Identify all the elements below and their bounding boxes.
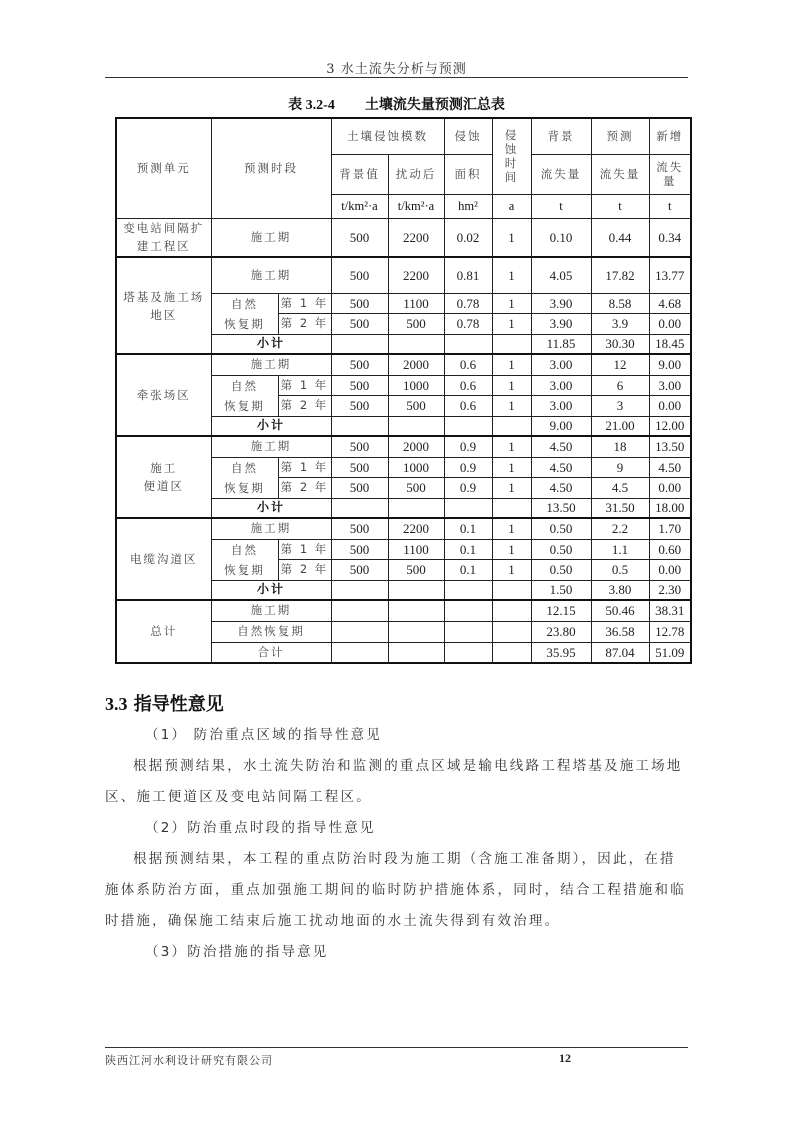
value-bg: 500 — [331, 518, 388, 539]
value-after: 2000 — [388, 436, 444, 457]
value-after: 2200 — [388, 257, 444, 293]
value-bg-loss: 4.05 — [531, 257, 591, 293]
period-natural-recovery: 自然 恢复期 — [211, 539, 278, 580]
value-bg-loss: 4.50 — [531, 436, 591, 457]
header-erosion-area-2: 面积 — [444, 154, 492, 194]
value-time: 1 — [492, 257, 531, 293]
unit-total: 总计 — [116, 600, 211, 663]
empty-cell — [388, 621, 444, 642]
period-year-2: 第 2 年 — [278, 560, 331, 581]
subtotal-new-loss: 2.30 — [649, 580, 691, 600]
paragraph-body-1: 根据预测结果，水土流失防治和监测的重点区域是输电线路工程塔基及施工场地区、施工便道区及变电站间隔工程区。 — [105, 758, 683, 805]
value-time: 1 — [492, 478, 531, 499]
header-unit: t — [591, 194, 649, 218]
value-time: 1 — [492, 457, 531, 478]
value-bg: 500 — [331, 375, 388, 396]
empty-cell — [492, 498, 531, 518]
empty-cell — [444, 600, 492, 621]
header-unit: t — [531, 194, 591, 218]
period-natural-recovery: 自然 恢复期 — [211, 457, 278, 498]
header-bg-loss-1: 背景 — [531, 118, 591, 154]
empty-cell — [444, 621, 492, 642]
value-bg-loss: 3.90 — [531, 293, 591, 314]
empty-cell — [331, 334, 388, 354]
running-header: 3 水土流失分析与预测 — [326, 62, 467, 77]
value-area: 0.1 — [444, 560, 492, 581]
value-new-loss: 0.60 — [649, 539, 691, 560]
value-pred-loss: 0.44 — [591, 218, 649, 257]
value-pred-loss: 4.5 — [591, 478, 649, 499]
value-pred-loss: 3 — [591, 396, 649, 417]
period-year-1: 第 1 年 — [278, 293, 331, 314]
empty-cell — [444, 580, 492, 600]
total-new-loss: 12.78 — [649, 621, 691, 642]
unit-group: 牵张场区 — [116, 354, 211, 436]
header-unit: t/km²·a — [331, 194, 388, 218]
value-bg-loss: 0.50 — [531, 518, 591, 539]
value-new-loss: 0.00 — [649, 396, 691, 417]
table-row — [116, 118, 691, 154]
period-construction: 施工期 — [211, 518, 331, 539]
value-area: 0.6 — [444, 354, 492, 375]
period-natural-recovery: 自然 恢复期 — [211, 293, 278, 334]
period-year-1: 第 1 年 — [278, 539, 331, 560]
period-construction: 施工期 — [211, 436, 331, 457]
value-bg-loss: 0.50 — [531, 560, 591, 581]
empty-cell — [492, 580, 531, 600]
period-construction: 施工期 — [211, 218, 331, 257]
paragraph-subheading-3: （3）防治措施的指导意见 — [145, 944, 329, 960]
value-time: 1 — [492, 314, 531, 335]
value-new-loss: 13.50 — [649, 436, 691, 457]
total-bg-loss: 12.15 — [531, 600, 591, 621]
empty-cell — [492, 600, 531, 621]
header-new-loss-1: 新增 — [649, 118, 691, 154]
value-bg: 500 — [331, 257, 388, 293]
header-modulus-disturbed: 扰动后 — [388, 154, 444, 194]
value-time: 1 — [492, 560, 531, 581]
unit-group: 电缆沟道区 — [116, 518, 211, 600]
total-pred-loss: 87.04 — [591, 642, 649, 663]
empty-cell — [331, 416, 388, 436]
empty-cell — [331, 600, 388, 621]
section-number: 3.3 — [105, 694, 128, 714]
empty-cell — [388, 498, 444, 518]
header-bg-loss-2: 流失量 — [531, 154, 591, 194]
value-area: 0.9 — [444, 436, 492, 457]
value-after: 1000 — [388, 375, 444, 396]
value-bg-loss: 4.50 — [531, 478, 591, 499]
table-title: 土壤流失量预测汇总表 — [364, 97, 505, 113]
header-forecast-unit: 预测单元 — [116, 118, 211, 218]
value-area: 0.6 — [444, 396, 492, 417]
value-time: 1 — [492, 436, 531, 457]
value-area: 0.1 — [444, 539, 492, 560]
value-area: 0.9 — [444, 457, 492, 478]
empty-cell — [492, 334, 531, 354]
total-bg-loss: 23.80 — [531, 621, 591, 642]
header-modulus-background: 背景值 — [331, 154, 388, 194]
subtotal-label: 小计 — [211, 416, 331, 436]
value-bg: 500 — [331, 396, 388, 417]
value-bg: 500 — [331, 354, 388, 375]
subtotal-bg-loss: 13.50 — [531, 498, 591, 518]
empty-cell — [444, 498, 492, 518]
value-bg-loss: 3.00 — [531, 375, 591, 396]
value-time: 1 — [492, 354, 531, 375]
value-new-loss: 0.34 — [649, 218, 691, 257]
value-new-loss: 9.00 — [649, 354, 691, 375]
value-bg-loss: 4.50 — [531, 457, 591, 478]
value-time: 1 — [492, 396, 531, 417]
header-unit: a — [492, 194, 531, 218]
value-area: 0.02 — [444, 218, 492, 257]
subtotal-new-loss: 12.00 — [649, 416, 691, 436]
value-time: 1 — [492, 293, 531, 314]
page-number: 12 — [559, 1051, 571, 1065]
value-new-loss: 3.00 — [649, 375, 691, 396]
header-unit: hm² — [444, 194, 492, 218]
subtotal-pred-loss: 30.30 — [591, 334, 649, 354]
value-area: 0.6 — [444, 375, 492, 396]
empty-cell — [331, 580, 388, 600]
value-after: 1000 — [388, 457, 444, 478]
empty-cell — [388, 580, 444, 600]
total-period-label: 合计 — [211, 642, 331, 663]
period-year-1: 第 1 年 — [278, 457, 331, 478]
value-new-loss: 0.00 — [649, 314, 691, 335]
value-time: 1 — [492, 539, 531, 560]
empty-cell — [388, 642, 444, 663]
value-new-loss: 0.00 — [649, 478, 691, 499]
value-after: 500 — [388, 314, 444, 335]
value-bg-loss: 0.10 — [531, 218, 591, 257]
empty-cell — [388, 416, 444, 436]
total-pred-loss: 36.58 — [591, 621, 649, 642]
value-bg: 500 — [331, 478, 388, 499]
period-year-2: 第 2 年 — [278, 314, 331, 335]
empty-cell — [444, 334, 492, 354]
total-bg-loss: 35.95 — [531, 642, 591, 663]
value-after: 2200 — [388, 218, 444, 257]
value-after: 500 — [388, 560, 444, 581]
value-pred-loss: 2.2 — [591, 518, 649, 539]
table-row — [116, 600, 691, 621]
value-pred-loss: 9 — [591, 457, 649, 478]
table-row — [116, 436, 691, 457]
value-pred-loss: 12 — [591, 354, 649, 375]
value-bg: 500 — [331, 436, 388, 457]
value-pred-loss: 3.9 — [591, 314, 649, 335]
header-erosion-area-1: 侵蚀 — [444, 118, 492, 154]
table-row — [116, 518, 691, 539]
subtotal-label: 小计 — [211, 334, 331, 354]
value-after: 2200 — [388, 518, 444, 539]
table-row — [116, 354, 691, 375]
empty-cell — [388, 600, 444, 621]
empty-cell — [444, 642, 492, 663]
empty-cell — [388, 334, 444, 354]
empty-cell — [492, 642, 531, 663]
unit-substation: 变电站间隔扩建工程区 — [116, 218, 211, 257]
subtotal-pred-loss: 3.80 — [591, 580, 649, 600]
footer-rule — [105, 1047, 688, 1048]
value-after: 2000 — [388, 354, 444, 375]
unit-group: 塔基及施工场地区 — [116, 257, 211, 354]
value-pred-loss: 6 — [591, 375, 649, 396]
header-pred-loss-2: 流失量 — [591, 154, 649, 194]
value-area: 0.78 — [444, 293, 492, 314]
value-after: 500 — [388, 396, 444, 417]
subtotal-bg-loss: 11.85 — [531, 334, 591, 354]
subtotal-bg-loss: 1.50 — [531, 580, 591, 600]
value-new-loss: 1.70 — [649, 518, 691, 539]
subtotal-new-loss: 18.45 — [649, 334, 691, 354]
header-pred-loss-1: 预测 — [591, 118, 649, 154]
empty-cell — [331, 498, 388, 518]
value-bg-loss: 3.00 — [531, 354, 591, 375]
value-area: 0.81 — [444, 257, 492, 293]
total-period-label: 自然恢复期 — [211, 621, 331, 642]
subtotal-bg-loss: 9.00 — [531, 416, 591, 436]
value-new-loss: 4.50 — [649, 457, 691, 478]
header-forecast-period: 预测时段 — [211, 118, 331, 218]
table-caption — [105, 94, 688, 114]
value-pred-loss: 17.82 — [591, 257, 649, 293]
value-pred-loss: 1.1 — [591, 539, 649, 560]
value-area: 0.1 — [444, 518, 492, 539]
period-year-2: 第 2 年 — [278, 396, 331, 417]
value-time: 1 — [492, 218, 531, 257]
value-after: 1100 — [388, 293, 444, 314]
empty-cell — [331, 621, 388, 642]
value-area: 0.9 — [444, 478, 492, 499]
unit-group: 施工 便道区 — [116, 436, 211, 518]
section-title: 指导性意见 — [133, 694, 224, 715]
value-after: 1100 — [388, 539, 444, 560]
table-number: 表 3.2-4 — [288, 98, 335, 113]
value-pred-loss: 8.58 — [591, 293, 649, 314]
paragraph-subheading-1: （1） 防治重点区域的指导性意见 — [145, 727, 383, 743]
value-new-loss: 0.00 — [649, 560, 691, 581]
value-bg-loss: 3.90 — [531, 314, 591, 335]
header-new-loss-2: 流失 量 — [649, 154, 691, 194]
value-bg: 500 — [331, 218, 388, 257]
value-bg: 500 — [331, 560, 388, 581]
paragraph-body-2: 根据预测结果，本工程的重点防治时段为施工期（含施工准备期），因此，在措施体系防治方面，重点加强施工期间的临时防护措施体系，同时，结合工程措施和临时措施，确保施工结束后施工扰动地面的水土流失得到有效治理。 — [105, 851, 686, 929]
value-after: 500 — [388, 478, 444, 499]
period-year-2: 第 2 年 — [278, 478, 331, 499]
subtotal-label: 小计 — [211, 498, 331, 518]
total-pred-loss: 50.46 — [591, 600, 649, 621]
empty-cell — [492, 621, 531, 642]
value-new-loss: 13.77 — [649, 257, 691, 293]
empty-cell — [492, 416, 531, 436]
header-erosion-time: 侵 蚀 时 间 — [492, 118, 531, 194]
header-rule — [105, 77, 688, 78]
total-period-label: 施工期 — [211, 600, 331, 621]
soil-loss-summary-table — [115, 117, 692, 664]
value-new-loss: 4.68 — [649, 293, 691, 314]
period-year-1: 第 1 年 — [278, 375, 331, 396]
total-new-loss: 51.09 — [649, 642, 691, 663]
empty-cell — [444, 416, 492, 436]
value-bg: 500 — [331, 539, 388, 560]
table-row — [116, 218, 691, 257]
value-pred-loss: 0.5 — [591, 560, 649, 581]
period-construction: 施工期 — [211, 354, 331, 375]
value-time: 1 — [492, 375, 531, 396]
period-natural-recovery: 自然 恢复期 — [211, 375, 278, 416]
header-unit: t/km²·a — [388, 194, 444, 218]
header-unit: t — [649, 194, 691, 218]
footer-company: 陕西江河水利设计研究有限公司 — [105, 1054, 273, 1067]
value-bg-loss: 0.50 — [531, 539, 591, 560]
value-bg: 500 — [331, 293, 388, 314]
value-bg-loss: 3.00 — [531, 396, 591, 417]
section-heading — [105, 690, 224, 716]
value-area: 0.78 — [444, 314, 492, 335]
paragraph-subheading-2: （2）防治重点时段的指导性意见 — [145, 820, 376, 836]
table-row — [116, 257, 691, 293]
value-bg: 500 — [331, 457, 388, 478]
subtotal-new-loss: 18.00 — [649, 498, 691, 518]
value-time: 1 — [492, 518, 531, 539]
value-bg: 500 — [331, 314, 388, 335]
subtotal-pred-loss: 31.50 — [591, 498, 649, 518]
subtotal-label: 小计 — [211, 580, 331, 600]
period-construction: 施工期 — [211, 257, 331, 293]
total-new-loss: 38.31 — [649, 600, 691, 621]
subtotal-pred-loss: 21.00 — [591, 416, 649, 436]
header-erosion-modulus: 土壤侵蚀模数 — [331, 118, 444, 154]
value-pred-loss: 18 — [591, 436, 649, 457]
empty-cell — [331, 642, 388, 663]
